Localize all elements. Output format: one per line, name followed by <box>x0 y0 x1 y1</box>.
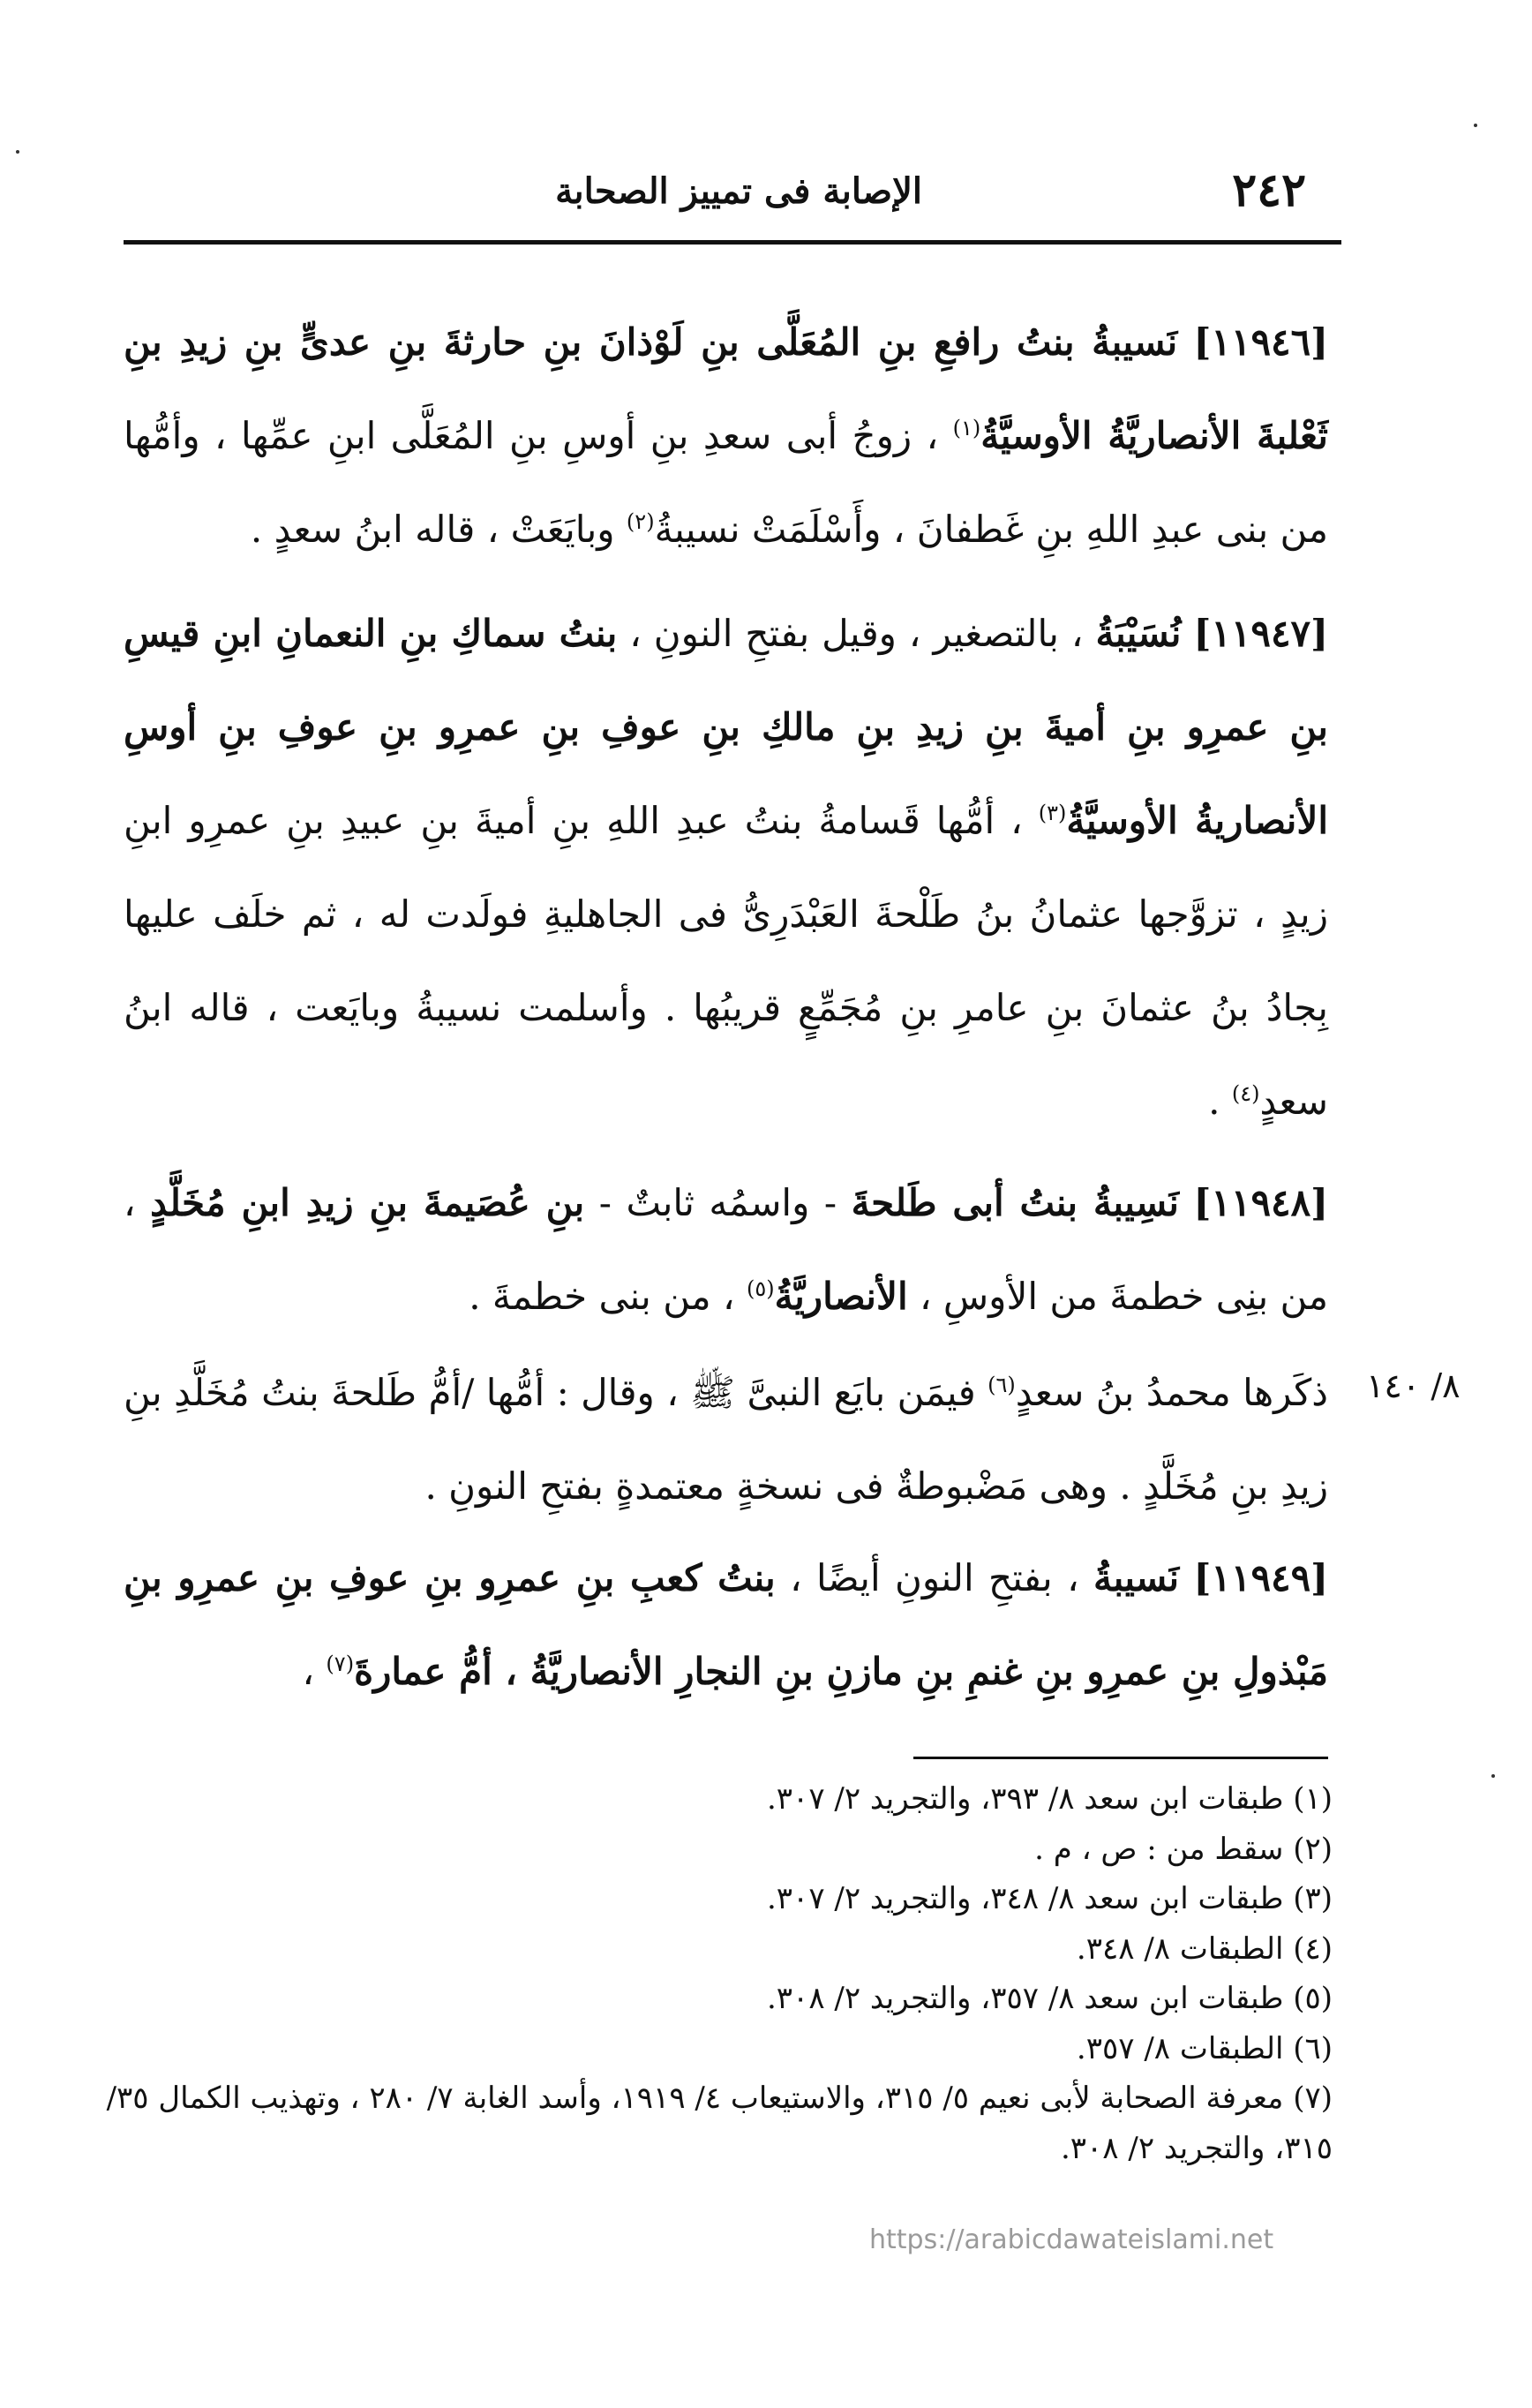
entry-11946 <box>124 296 1328 576</box>
footnote-3: (٣) طبقات ابن سعد ٨/ ٣٤٨، والتجريد ٢/ ٣٠٧. <box>766 1881 1333 1916</box>
entry-text: ، بفتحِ النونِ أيضًا ، <box>790 1556 1079 1599</box>
footnotes <box>106 1774 1333 2173</box>
margin-note: ٨/ ١٤٠ <box>1366 1366 1461 1405</box>
entry-text: ، من بنِى خطمةَ من الأوسِ ، <box>124 1181 1328 1318</box>
entry-text: ذكَرها محمدُ بنُ سعدٍ <box>1015 1371 1328 1414</box>
footnote-2: (٢) سقط من : ص ، م . <box>1034 1831 1333 1867</box>
entry-number: [١١٩٤٦] <box>1193 320 1328 364</box>
footnote-ref: (٤) <box>1231 1081 1260 1106</box>
entry-number: [١١٩٤٧] <box>1193 612 1328 655</box>
entry-11948-paragraph <box>124 1346 1328 1533</box>
scan-speck <box>1474 124 1477 127</box>
footnote-5: (٥) طبقات ابن سعد ٨/ ٣٥٧، والتجريد ٢/ ٣٠٨. <box>766 1981 1333 2016</box>
footnote-ref: (٧) <box>326 1652 355 1676</box>
entry-text: . <box>1208 1080 1220 1123</box>
entry-text: وبايَعَتْ ، قاله ابنُ سعدٍ . <box>250 508 615 551</box>
entry-text: - واسمُه ثابتٌ - <box>598 1181 837 1224</box>
header-rule <box>124 240 1341 245</box>
page-header <box>124 163 1341 225</box>
entry-name: نَسِيبةُ بنتُ أبى طَلحةَ <box>851 1181 1179 1224</box>
entry-text: فيمَن بايَع النبىَّ ﷺ ، وقال : أمُّها /أمُّ طَلحةَ بنتُ مُخَلَّدِ بنِ زيدِ بنِ مُخَلَّدٍ . وهى مَضْبوطةٌ فى نسخةٍ معتمدةٍ بفتحِ النونِ . <box>124 1371 1328 1508</box>
footnote-1: (١) طبقات ابن سعد ٨/ ٣٩٣، والتجريد ٢/ ٣٠٧. <box>766 1781 1333 1817</box>
entry-name-continued: بنِ عُصَيمةَ بنِ زيدِ ابنِ مُخَلَّدٍ <box>150 1181 585 1224</box>
entry-number: [١١٩٤٩] <box>1193 1556 1328 1599</box>
scan-speck <box>1491 1774 1495 1778</box>
footnote-ref: (٥) <box>746 1276 775 1301</box>
entry-text: ، من بنى خطمةَ . <box>469 1275 735 1318</box>
footnote-ref: (١) <box>952 416 981 440</box>
page-number: ٢٤٢ <box>1232 163 1306 217</box>
entry-nisba: الأنصاريَّةُ <box>774 1275 908 1318</box>
running-title: الإصابة فى تمييز الصحابة <box>555 170 922 212</box>
watermark-url: https://arabicdawateislami.net <box>869 2224 1274 2255</box>
entry-name: نَسيبةُ <box>1093 1556 1180 1599</box>
footnote-ref: (٢) <box>626 509 655 534</box>
footnote-ref: (٦) <box>988 1373 1016 1397</box>
footnote-6: (٦) الطبقات ٨/ ٣٥٧. <box>1076 2030 1333 2066</box>
footnote-7: (٧) معرفة الصحابة لأبى نعيم ٥/ ٣١٥، والاستيعاب ٤/ ١٩١٩، وأسد الغابة ٧/ ٢٨٠ ، وتهذيب الكمال ٣٥/ ٣١٥، والتجريد ٢/ ٣٠٨. <box>106 2081 1333 2166</box>
entry-11949 <box>124 1531 1328 1719</box>
entry-name: نَسيبةُ بنتُ رافعِ بنِ المُعَلَّى بنِ لَوْذانَ بنِ حارثةَ بنِ عدىٍّ بنِ زيدِ بنِ ثَعْلبةَ الأنصاريَّةُ الأوسيَّةُ <box>124 320 1328 457</box>
entry-name-continued: بنتُ سماكِ بنِ النعمانِ ابنِ قيسِ بنِ عمرِو بنِ أميةَ بنِ زيدِ بنِ مالكِ بنِ عوفِ بنِ عمرِو بنِ عوفِ بنِ أوسِ الأنصاريةُ الأوسيَّةُ <box>124 612 1328 842</box>
entry-text: ، <box>302 1650 315 1693</box>
scan-speck <box>16 150 19 154</box>
footnote-ref: (٣) <box>1038 801 1067 825</box>
entry-11947 <box>124 587 1328 1148</box>
entry-text: ، بالتصغير ، وقيل بفتحِ النونِ ، <box>629 612 1084 655</box>
entry-text: ، زوجُ أبى سعدِ بنِ أوسِ بنِ المُعَلَّى ابنِ عمِّها ، وأمُّها من بنى عبدِ اللهِ بنِ غَطفانَ ، وأَسْلَمَتْ نسيبةُ <box>124 414 1328 551</box>
footnote-rule <box>913 1757 1328 1759</box>
entry-name: نُسَيْبَةُ <box>1095 612 1182 655</box>
footnote-4: (٤) الطبقات ٨/ ٣٤٨. <box>1076 1930 1333 1967</box>
entry-text: ، أمُّها قَسامةُ بنتُ عبدِ اللهِ بنِ أميةَ بنِ عبيدِ بنِ عمرِو ابنِ زيدٍ ، تزوَّجها عثمانُ بنُ طَلْحةَ العَبْدَرِىُّ فى الجاهليةِ فولَدت له ، ثم خلَف عليها بِجادُ بنُ عثمانَ بنِ عامرِ بنِ مُجَمِّعٍ قريبُها . وأسلمت نسيبةُ وبايَعت ، قاله ابنُ سعدٍ <box>124 799 1328 1123</box>
entry-11948 <box>124 1156 1328 1343</box>
entry-name-continued: بنتُ كعبِ بنِ عمرِو بنِ عوفِ بنِ عمرِو بنِ مَبْذولِ بنِ عمرِو بنِ غنمِ بنِ مازنِ بنِ النجارِ الأنصاريَّةُ ، أمُّ عمارةَ <box>124 1556 1328 1693</box>
entry-number: [١١٩٤٨] <box>1193 1181 1329 1224</box>
